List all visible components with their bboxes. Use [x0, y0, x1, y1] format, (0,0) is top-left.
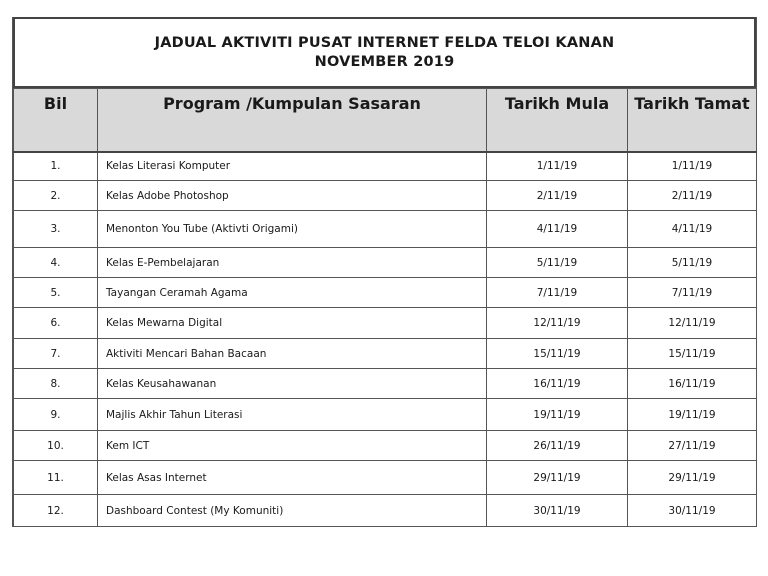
row-tarikh-mula: 2/11/19	[487, 181, 628, 211]
table-row	[14, 181, 757, 211]
row-number: 2.	[14, 181, 98, 211]
table-row	[14, 461, 757, 495]
row-number: 4.	[14, 248, 98, 278]
row-tarikh-mula: 1/11/19	[487, 152, 628, 181]
row-program: Kelas Mewarna Digital	[98, 308, 487, 339]
table-row	[14, 278, 757, 308]
row-number: 12.	[14, 495, 98, 527]
header-tarikh-mula: Tarikh Mula	[487, 89, 628, 152]
table-row	[14, 431, 757, 461]
row-number: 1.	[14, 152, 98, 181]
row-tarikh-mula: 4/11/19	[487, 211, 628, 248]
header-tarikh-tamat: Tarikh Tamat	[628, 89, 757, 152]
header-program: Program /Kumpulan Sasaran	[98, 89, 487, 152]
row-tarikh-mula: 12/11/19	[487, 308, 628, 339]
table-row	[14, 308, 757, 339]
row-tarikh-tamat: 7/11/19	[628, 278, 757, 308]
row-program: Kelas Literasi Komputer	[98, 152, 487, 181]
row-number: 7.	[14, 339, 98, 369]
table-row	[14, 211, 757, 248]
row-number: 11.	[14, 461, 98, 495]
row-program: Kelas Adobe Photoshop	[98, 181, 487, 211]
row-program: Kelas Keusahawanan	[98, 369, 487, 399]
header-row	[14, 89, 757, 152]
table-row	[14, 339, 757, 369]
row-tarikh-tamat: 2/11/19	[628, 181, 757, 211]
row-number: 3.	[14, 211, 98, 248]
row-tarikh-mula: 29/11/19	[487, 461, 628, 495]
row-tarikh-tamat: 30/11/19	[628, 495, 757, 527]
row-program: Dashboard Contest (My Komuniti)	[98, 495, 487, 527]
row-program: Kelas E-Pembelajaran	[98, 248, 487, 278]
row-tarikh-tamat: 5/11/19	[628, 248, 757, 278]
table-row	[14, 369, 757, 399]
row-tarikh-tamat: 15/11/19	[628, 339, 757, 369]
row-number: 5.	[14, 278, 98, 308]
row-tarikh-mula: 7/11/19	[487, 278, 628, 308]
schedule-document	[12, 17, 757, 527]
row-program: Aktiviti Mencari Bahan Bacaan	[98, 339, 487, 369]
document-title: JADUAL AKTIVITI PUSAT INTERNET FELDA TELOI KANAN	[154, 34, 615, 51]
row-program: Kem ICT	[98, 431, 487, 461]
row-tarikh-mula: 15/11/19	[487, 339, 628, 369]
table-body	[14, 152, 757, 527]
row-tarikh-tamat: 29/11/19	[628, 461, 757, 495]
row-number: 8.	[14, 369, 98, 399]
row-tarikh-mula: 19/11/19	[487, 399, 628, 431]
row-tarikh-tamat: 12/11/19	[628, 308, 757, 339]
document-subtitle-month: NOVEMBER 2019	[314, 53, 455, 70]
header-bil: Bil	[14, 89, 98, 152]
row-program: Kelas Asas Internet	[98, 461, 487, 495]
schedule-table	[13, 88, 757, 527]
title-box	[13, 17, 756, 88]
row-tarikh-mula: 16/11/19	[487, 369, 628, 399]
table-row	[14, 152, 757, 181]
row-tarikh-mula: 5/11/19	[487, 248, 628, 278]
table-row	[14, 399, 757, 431]
row-tarikh-tamat: 4/11/19	[628, 211, 757, 248]
row-tarikh-mula: 30/11/19	[487, 495, 628, 527]
row-tarikh-tamat: 27/11/19	[628, 431, 757, 461]
row-tarikh-tamat: 1/11/19	[628, 152, 757, 181]
row-program: Tayangan Ceramah Agama	[98, 278, 487, 308]
row-tarikh-tamat: 19/11/19	[628, 399, 757, 431]
row-program: Menonton You Tube (Aktivti Origami)	[98, 211, 487, 248]
row-number: 9.	[14, 399, 98, 431]
row-number: 10.	[14, 431, 98, 461]
table-row	[14, 248, 757, 278]
row-tarikh-tamat: 16/11/19	[628, 369, 757, 399]
row-number: 6.	[14, 308, 98, 339]
row-tarikh-mula: 26/11/19	[487, 431, 628, 461]
row-program: Majlis Akhir Tahun Literasi	[98, 399, 487, 431]
table-row	[14, 495, 757, 527]
